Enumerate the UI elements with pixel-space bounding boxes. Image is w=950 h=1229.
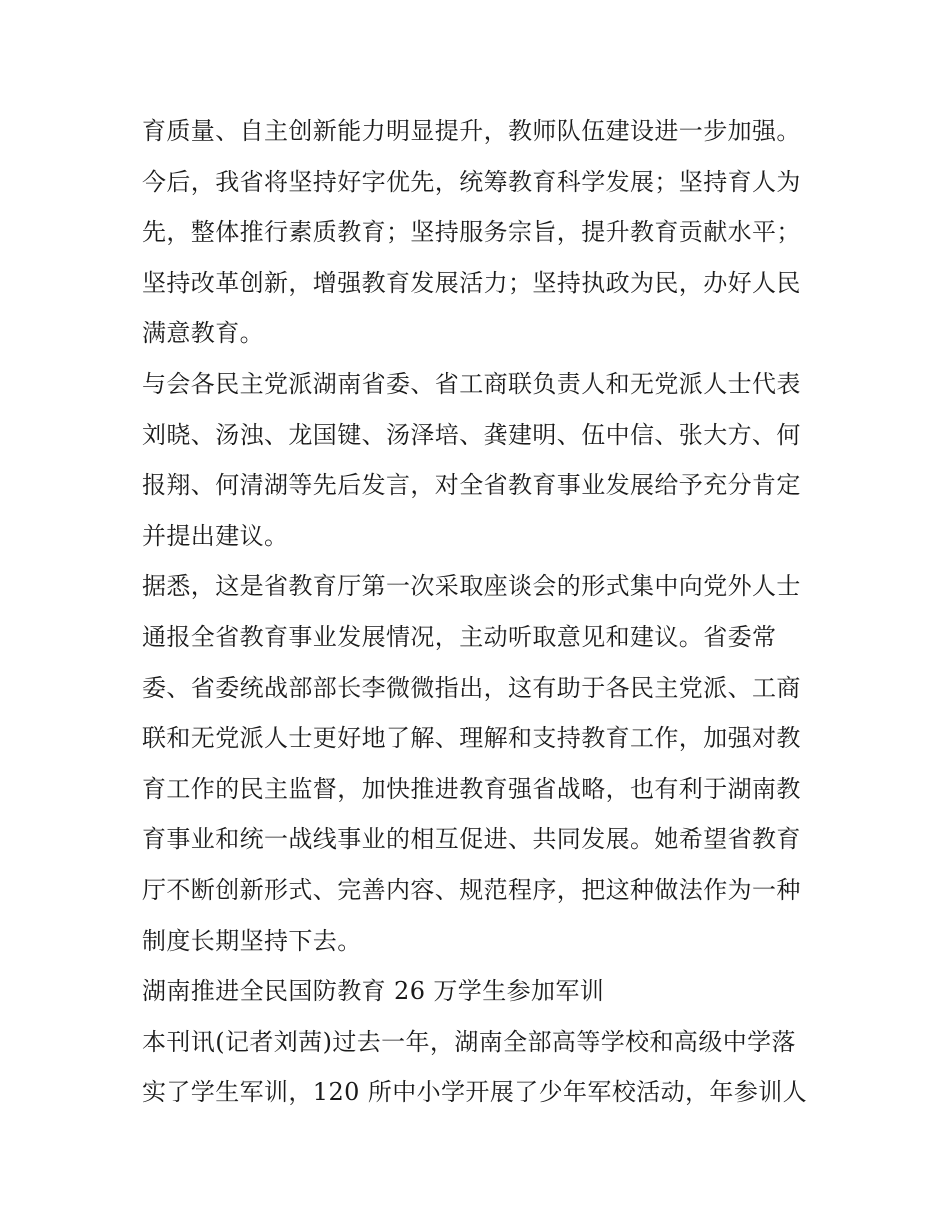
text-line: 育工作的民主监督，加快推进教育强省战略，也有利于湖南教	[142, 774, 801, 803]
text-line: 委、省委统战部部长李微微指出，这有助于各民主党派、工商	[142, 673, 801, 702]
article-heading: 湖南推进全民国防教育 26 万学生参加军训	[142, 977, 605, 1006]
article-body	[142, 106, 822, 1118]
text-line: 联和无党派人士更好地了解、理解和支持教育工作，加强对教	[142, 724, 801, 753]
text-line: 先，整体推行素质教育；坚持服务宗旨，提升教育贡献水平；	[142, 218, 801, 247]
text-line: 育事业和统一战线事业的相互促进、共同发展。她希望省教育	[142, 825, 801, 854]
text-line: 满意教育。	[142, 319, 264, 348]
text-line: 坚持改革创新，增强教育发展活力；坚持执政为民，办好人民	[142, 268, 801, 297]
text-line: 据悉，这是省教育厅第一次采取座谈会的形式集中向党外人士	[142, 572, 801, 601]
text-line: 今后，我省将坚持好字优先，统筹教育科学发展；坚持育人为	[142, 167, 801, 196]
text-line: 报翔、何清湖等先后发言，对全省教育事业发展给予充分肯定	[142, 471, 801, 500]
text-line: 育质量、自主创新能力明显提升，教师队伍建设进一步加强。	[142, 117, 801, 145]
text-line: 刘晓、汤浊、龙国键、汤泽培、龚建明、伍中信、张大方、何	[142, 420, 801, 449]
text-line: 并提出建议。	[142, 521, 289, 550]
text-line: 厅不断创新形式、完善内容、规范程序，把这种做法作为一种	[142, 875, 801, 904]
text-line: 制度长期坚持下去。	[142, 926, 362, 955]
text-line: 与会各民主党派湖南省委、省工商联负责人和无党派人士代表	[142, 369, 801, 398]
text-line: 通报全省教育事业发展情况，主动听取意见和建议。省委常	[142, 622, 777, 651]
text-line: 本刊讯(记者刘茜)过去一年，湖南全部高等学校和高级中学落	[142, 1027, 796, 1056]
text-line: 实了学生军训，120 所中小学开展了少年军校活动，年参训人	[142, 1078, 808, 1107]
